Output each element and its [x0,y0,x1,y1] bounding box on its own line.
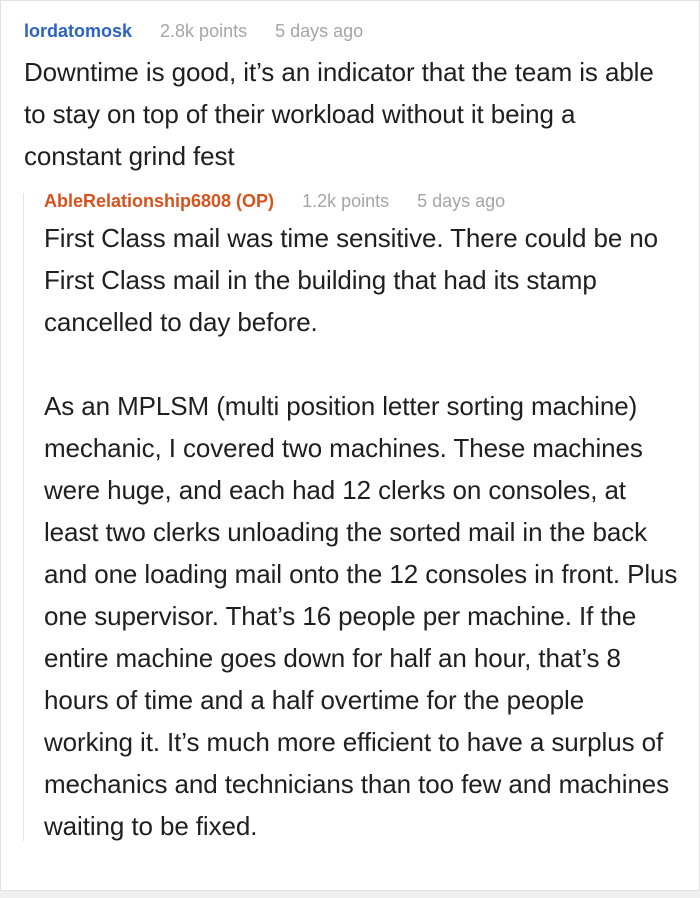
reply-body [44,217,679,847]
reply-comment [23,189,679,847]
reply-text-paragraph: First Class mail was time sensitive. There could be no First Class mail in the building that had its stamp cancelled to day before. [44,223,659,337]
comment-header [24,19,675,43]
reply-points: 1.2k points [302,191,390,211]
comment-text: Downtime is good, it’s an indicator that the team is able to stay on top of their workload without it being a constant grind fest [24,57,654,171]
comment-body [24,51,675,177]
reply-text-paragraph: As an MPLSM (multi position letter sorting machine) mechanic, I covered two machines. These machines were huge, and each had 12 clerks on consoles, at least two clerks unloading the sorted mail in the back and one loading mail onto the 12 consoles in front. Plus one supervisor. That’s 16 people per machine. If the entire machine goes down for half an hour, that’s 8 hours of time and a half overtime for the people working it. It’s much more efficient to have a surplus of mechanics and technicians than too few and machines waiting to be fixed. [44,391,678,841]
reply-timestamp: 5 days ago [417,191,506,211]
comment-collapse-line [23,193,24,841]
next-content-divider [0,891,700,898]
comment-timestamp: 5 days ago [275,21,364,41]
reply-header [44,189,679,213]
comment-points: 2.8k points [160,21,248,41]
comment [1,19,699,177]
reply-author-link[interactable]: AbleRelationship6808 (OP) [44,191,275,211]
comment-author-link[interactable]: lordatomosk [24,21,133,41]
